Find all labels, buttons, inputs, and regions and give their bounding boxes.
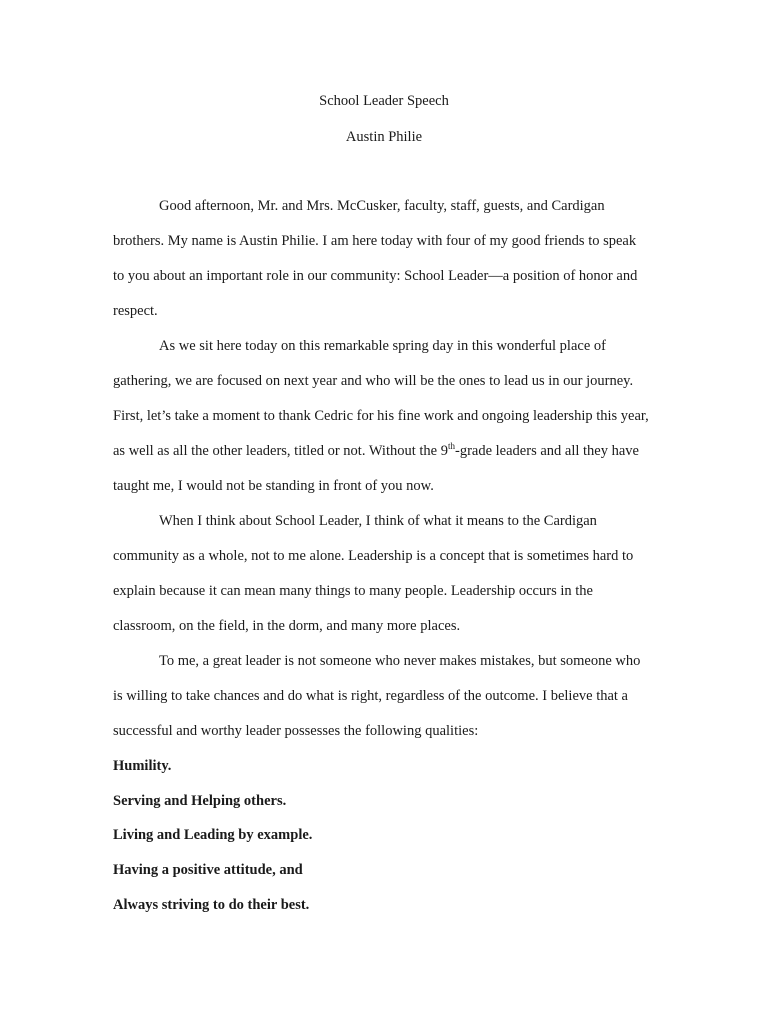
paragraph-2-line-1: As we sit here today on this remarkable spring day in this wonderful place of bbox=[159, 338, 606, 354]
paragraph-1-line-4: respect. bbox=[113, 303, 158, 319]
paragraph-2-line-4 bbox=[113, 442, 639, 460]
paragraph-2-line-4-after: -grade leaders and all they have bbox=[455, 443, 639, 459]
paragraph-2-line-5: taught me, I would not be standing in front of you now. bbox=[113, 478, 434, 494]
paragraph-3-line-4: classroom, on the field, in the dorm, and many more places. bbox=[113, 618, 461, 634]
quality-item: Always striving to do their best. bbox=[113, 897, 310, 913]
document-author: Austin Philie bbox=[345, 129, 423, 145]
paragraph-2-line-3: First, let’s take a moment to thank Cedric for his fine work and ongoing leadership this year, bbox=[113, 408, 649, 424]
paragraph-2-line-4-before: as well as all the other leaders, titled or not. Without the 9 bbox=[113, 443, 448, 459]
paragraph-4-line-1: To me, a great leader is not someone who never makes mistakes, but someone who bbox=[159, 653, 641, 669]
paragraph-4-line-2: is willing to take chances and do what is right, regardless of the outcome. I believe that a bbox=[113, 688, 628, 704]
paragraph-2-line-2: gathering, we are focused on next year and who will be the ones to lead us in our journey. bbox=[113, 373, 634, 389]
paragraph-1-line-2: brothers. My name is Austin Philie. I am here today with four of my good friends to speak bbox=[113, 233, 637, 249]
ordinal-superscript: th bbox=[447, 441, 455, 452]
quality-item: Humility. bbox=[113, 758, 172, 774]
quality-item: Having a positive attitude, and bbox=[113, 862, 303, 878]
document-title: School Leader Speech bbox=[319, 93, 449, 109]
paragraph-3-line-1: When I think about School Leader, I think of what it means to the Cardigan bbox=[159, 513, 597, 529]
paragraph-1-line-1: Good afternoon, Mr. and Mrs. McCusker, faculty, staff, guests, and Cardigan bbox=[159, 198, 605, 214]
paragraph-4-line-3: successful and worthy leader possesses the following qualities: bbox=[113, 723, 479, 739]
quality-item: Living and Leading by example. bbox=[113, 827, 313, 843]
quality-item: Serving and Helping others. bbox=[113, 793, 287, 809]
paragraph-3-line-3: explain because it can mean many things to many people. Leadership occurs in the bbox=[113, 583, 593, 599]
paragraph-3-line-2: community as a whole, not to me alone. Leadership is a concept that is sometimes hard to bbox=[113, 548, 634, 564]
paragraph-1-line-3: to you about an important role in our community: School Leader—a position of honor and bbox=[113, 268, 638, 284]
